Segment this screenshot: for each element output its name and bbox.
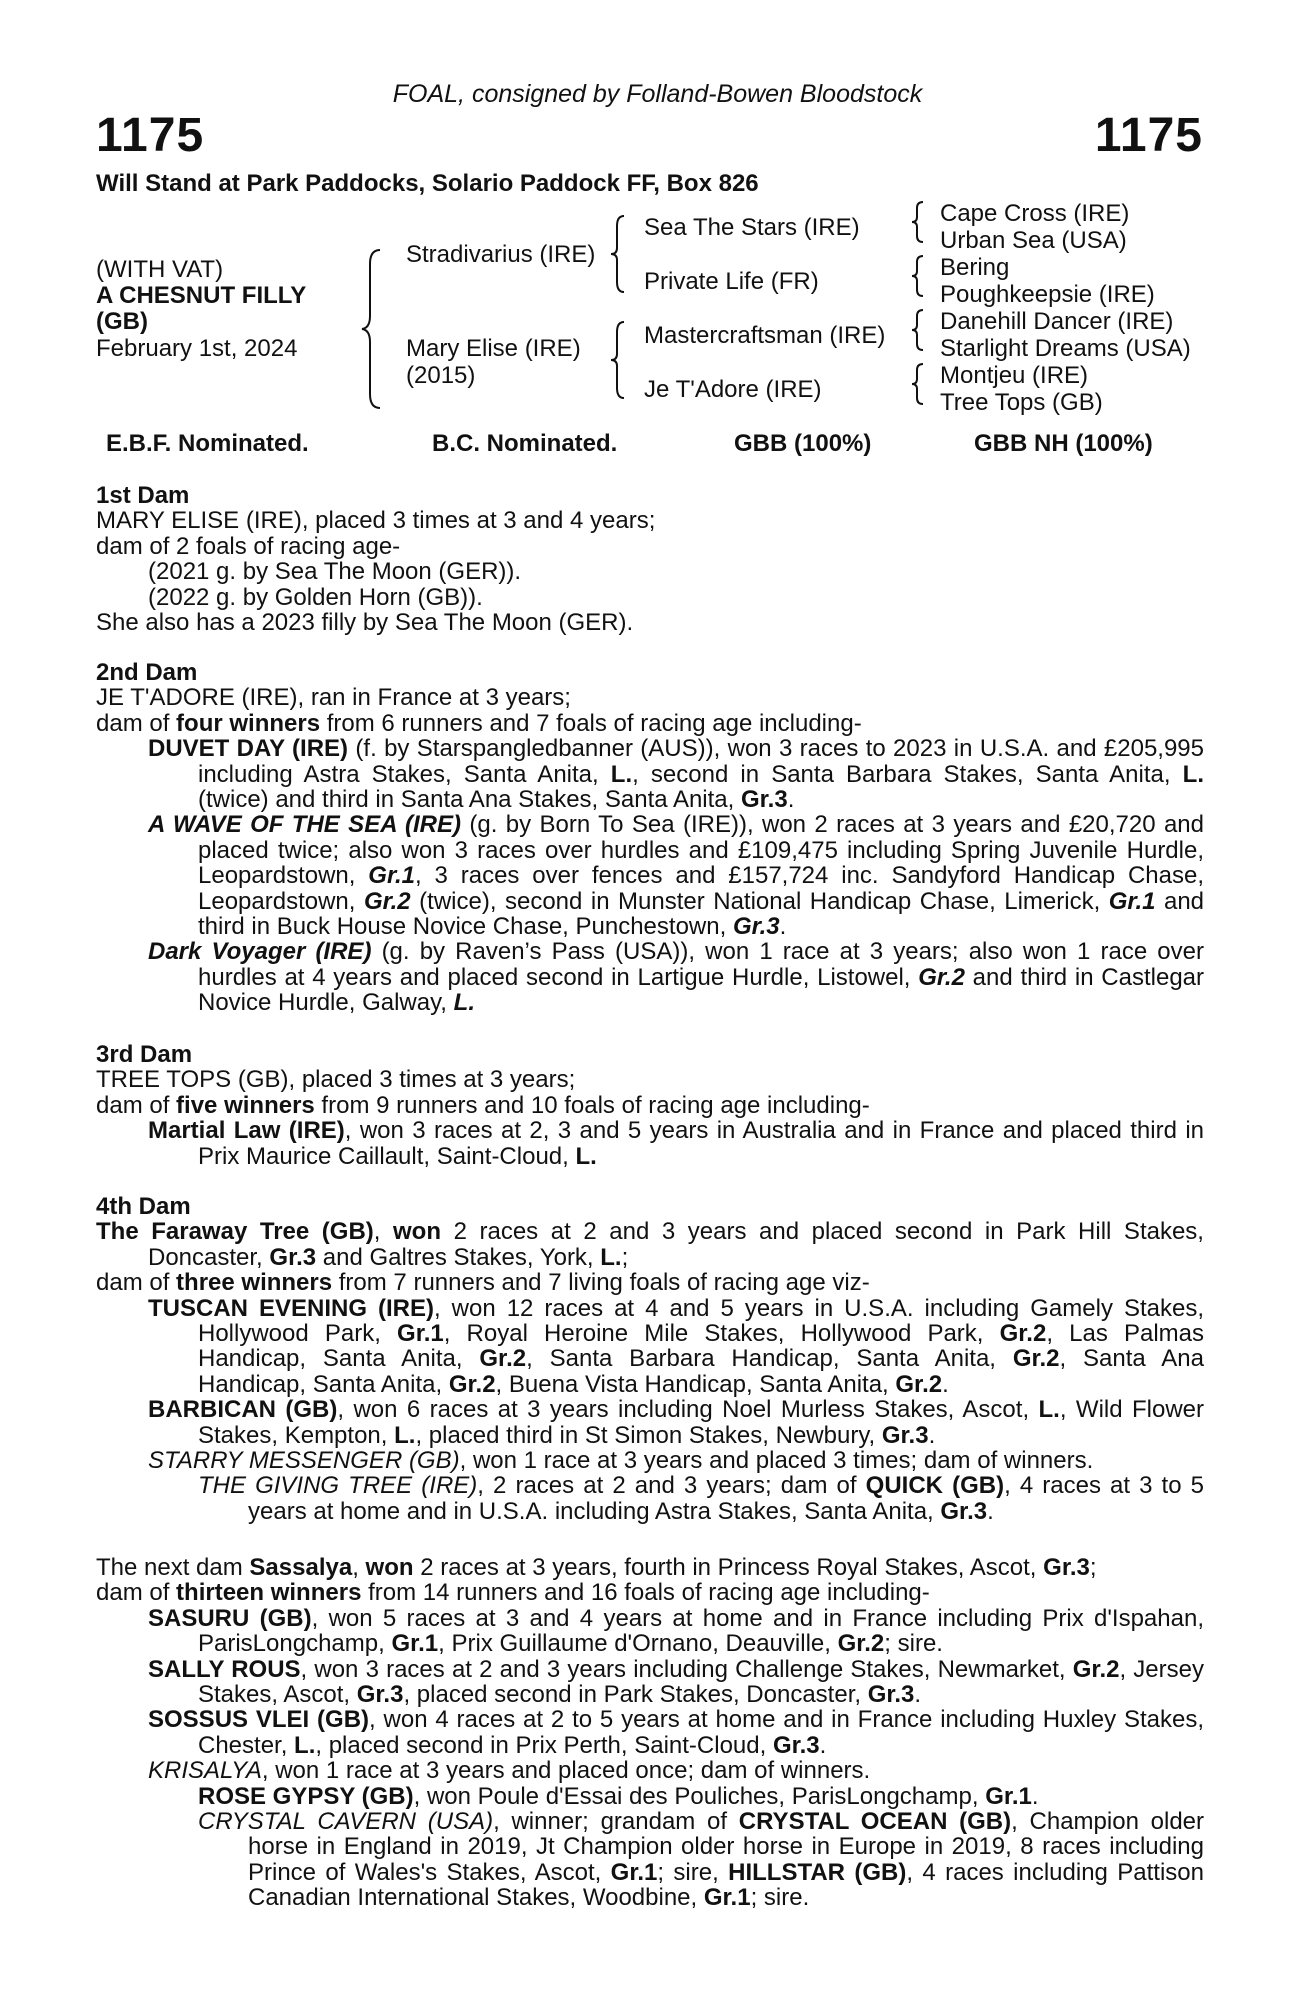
sire-sire: Sea The Stars (IRE)	[644, 214, 860, 241]
next-dam-section	[96, 1555, 1204, 1911]
list-item: A WAVE OF THE SEA (IRE) (g. by Born To Sea (IRE)), won 2 races at 3 years and £20,720 and placed twice; also won 3 races over hurdles and £109,475 including Spring Juvenile Hurdle, Leopardstown, Gr.1, 3 races over fences and £157,724 inc. Sandyford Handicap Chase, Leopardstown, Gr.2 (twice), second in Munster National Handicap Chase, Limerick, Gr.1 and third in Buck House Novice Chase, Punchestown, Gr.3.	[148, 811, 1205, 941]
gbb-nh-status: GBB NH (100%)	[974, 430, 1153, 457]
gen3-1: Cape Cross (IRE)	[940, 200, 1130, 227]
vat-label: (WITH VAT)	[96, 256, 224, 283]
consignment-line: FOAL, consigned by Folland-Bowen Bloodstock	[392, 80, 923, 108]
horse-origin: (GB)	[96, 308, 148, 335]
ebf-nomination: E.B.F. Nominated.	[106, 430, 309, 457]
sire-name: Stradivarius (IRE)	[406, 241, 596, 268]
first-dam-record: MARY ELISE (IRE), placed 3 times at 3 and 4 years;	[96, 507, 656, 535]
dam-sire: Mastercraftsman (IRE)	[644, 322, 886, 349]
list-item: Martial Law (IRE), won 3 races at 2, 3 and 5 years in Australia and in France and placed third in Prix Maurice Caillault, Saint-Cloud, L.	[148, 1117, 1204, 1170]
pedigree-brace-main	[360, 248, 388, 410]
list-item: ROSE GYPSY (GB), won Poule d'Essai des Pouliches, ParisLongchamp, Gr.1.	[198, 1782, 1039, 1810]
lot-number-right: 1175	[1094, 109, 1203, 162]
first-dam-heading: 1st Dam	[96, 482, 190, 509]
first-dam-foal-2021: (2021 g. by Sea The Moon (GER)).	[148, 558, 522, 586]
sire-dam: Private Life (FR)	[644, 268, 819, 295]
gen3-4: Poughkeepsie (IRE)	[940, 281, 1155, 308]
first-dam-note: She also has a 2023 filly by Sea The Moon (GER).	[96, 609, 634, 637]
first-dam-foal-2022: (2022 g. by Golden Horn (GB)).	[148, 583, 483, 611]
first-dam-produce-intro: dam of 2 foals of racing age-	[96, 532, 401, 560]
stand-location: Will Stand at Park Paddocks, Solario Paddock FF, Box 826	[96, 170, 759, 197]
list-item: DUVET DAY (IRE) (f. by Starspangledbanner (AUS)), won 3 races to 2023 in U.S.A. and £205,995 including Astra Stakes, Santa Anita, L., second in Santa Barbara Stakes, Santa Anita, L. (twice) and third in Santa Ana Stakes, Santa Anita, Gr.3.	[148, 735, 1204, 814]
gen3-7: Montjeu (IRE)	[940, 362, 1089, 389]
third-dam-record: TREE TOPS (GB), placed 3 times at 3 years;	[96, 1066, 576, 1094]
lot-number-left: 1175	[96, 109, 205, 162]
gbb-status: GBB (100%)	[734, 430, 872, 457]
third-dam-heading: 3rd Dam	[96, 1041, 193, 1068]
gen3-3: Bering	[940, 254, 1010, 281]
second-dam-heading: 2nd Dam	[96, 659, 198, 686]
list-item: THE GIVING TREE (IRE), 2 races at 2 and 3 years; dam of QUICK (GB), 4 races at 3 to 5 years at home and in U.S.A. including Astra Stakes, Santa Anita, Gr.3.	[198, 1472, 1205, 1525]
next-dam-produce: dam of thirteen winners from 14 runners and 16 foals of racing age including-	[96, 1579, 930, 1607]
fourth-dam-heading: 4th Dam	[96, 1193, 191, 1220]
third-dam-produce: dam of five winners from 9 runners and 10 foals of racing age including-	[96, 1091, 870, 1119]
pedigree-brace-g2	[908, 254, 930, 298]
list-item: KRISALYA, won 1 race at 3 years and placed once; dam of winners.	[148, 1757, 871, 1785]
list-item: BARBICAN (GB), won 6 races at 3 years including Noel Murless Stakes, Ascot, L., Wild Flower Stakes, Kempton, L., placed third in St Simon Stakes, Newbury, Gr.3.	[148, 1396, 1204, 1449]
second-dam-produce: dam of four winners from 6 runners and 7 foals of racing age including-	[96, 709, 862, 737]
pedigree-brace-g4	[908, 362, 930, 406]
gen3-2: Urban Sea (USA)	[940, 227, 1127, 254]
fourth-dam-record: The Faraway Tree (GB), won 2 races at 2 and 3 years and placed second in Park Hill Stakes, Doncaster, Gr.3 and Galtres Stakes, York, L.;	[96, 1218, 1204, 1271]
pedigree-brace-dam	[608, 320, 630, 400]
pedigree-brace-sire	[608, 214, 630, 294]
next-dam-record: The next dam Sassalya, won 2 races at 3 years, fourth in Princess Royal Stakes, Ascot, Gr.3;	[96, 1554, 1097, 1581]
third-dam-section	[96, 1042, 1204, 1169]
list-item: STARRY MESSENGER (GB), won 1 race at 3 years and placed 3 times; dam of winners.	[148, 1447, 1094, 1475]
list-item: SASURU (GB), won 5 races at 3 and 4 years at home and in France including Prix d'Ispahan, ParisLongchamp, Gr.1, Prix Guillaume d'Ornano, Deauville, Gr.2; sire.	[148, 1604, 1204, 1658]
gen3-8: Tree Tops (GB)	[940, 389, 1103, 416]
list-item: CRYSTAL CAVERN (USA), winner; grandam of CRYSTAL OCEAN (GB), Champion older horse in England in 2019, Jt Champion older horse in Europe in 2019, 8 races including Prince of Wales's Stakes, Ascot, Gr.1; sire, HILLSTAR (GB), 4 races including Pattison Canadian International Stakes, Woodbine, Gr.1; sire.	[198, 1808, 1205, 1912]
fourth-dam-produce: dam of three winners from 7 runners and 7 living foals of racing age viz-	[96, 1269, 870, 1297]
pedigree-brace-g1	[908, 200, 930, 244]
list-item: TUSCAN EVENING (IRE), won 12 races at 4 and 5 years in U.S.A. including Gamely Stakes, Hollywood Park, Gr.1, Royal Heroine Mile Stakes, Hollywood Park, Gr.2, Las Palmas Handicap, Santa Anita, Gr.2, Santa Barbara Handicap, Santa Anita, Gr.2, Santa Ana Handicap, Santa Anita, Gr.2, Buena Vista Handicap, Santa Anita, Gr.2.	[148, 1294, 1204, 1398]
dam-dam: Je T'Adore (IRE)	[644, 376, 822, 403]
dam-name: Mary Elise (IRE)	[406, 335, 581, 362]
horse-description: A CHESNUT FILLY	[96, 282, 307, 309]
second-dam-section	[96, 660, 1204, 1016]
fourth-dam-section	[96, 1194, 1204, 1524]
list-item: SALLY ROUS, won 3 races at 2 and 3 years including Challenge Stakes, Newmarket, Gr.2, Jersey Stakes, Ascot, Gr.3, placed second in Park Stakes, Doncaster, Gr.3.	[148, 1655, 1204, 1709]
pedigree-brace-g3	[908, 308, 930, 352]
list-item: Dark Voyager (IRE) (g. by Raven’s Pass (USA)), won 1 race at 3 years; also won 1 race over hurdles at 4 years and placed second in Lartigue Hurdle, Listowel, Gr.2 and third in Castlegar Novice Hurdle, Galway, L.	[148, 938, 1205, 1017]
bc-nomination: B.C. Nominated.	[432, 430, 618, 457]
gen3-6: Starlight Dreams (USA)	[940, 335, 1191, 362]
foaling-date: February 1st, 2024	[96, 335, 298, 362]
gen3-5: Danehill Dancer (IRE)	[940, 308, 1174, 335]
dam-year: (2015)	[406, 362, 476, 389]
list-item: SOSSUS VLEI (GB), won 4 races at 2 to 5 years at home and in France including Huxley Stakes, Chester, L., placed second in Prix Perth, Saint-Cloud, Gr.3.	[148, 1706, 1204, 1759]
first-dam-section	[96, 483, 1204, 635]
second-dam-record: JE T'ADORE (IRE), ran in France at 3 years;	[96, 684, 571, 712]
